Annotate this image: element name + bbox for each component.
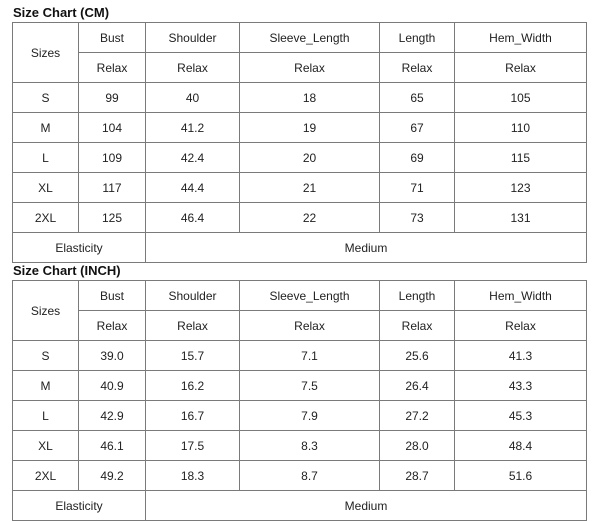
value-cell: 17.5 [146, 431, 240, 461]
value-cell: 44.4 [146, 173, 240, 203]
subheader-cell: Relax [455, 311, 587, 341]
table-row [13, 203, 587, 233]
value-cell: 28.7 [380, 461, 455, 491]
elasticity-value: Medium [146, 233, 587, 263]
size-cell: S [13, 341, 79, 371]
value-cell: 16.2 [146, 371, 240, 401]
value-cell: 25.6 [380, 341, 455, 371]
subheader-cell: Relax [380, 311, 455, 341]
value-cell: 7.5 [240, 371, 380, 401]
header-row [13, 23, 587, 53]
size-cell: L [13, 401, 79, 431]
sizes-header: Sizes [13, 281, 79, 341]
size-cell: S [13, 83, 79, 113]
table-row [13, 113, 587, 143]
value-cell: 117 [79, 173, 146, 203]
elasticity-row [13, 491, 587, 521]
size-cell: L [13, 143, 79, 173]
header-shoulder: Shoulder [146, 281, 240, 311]
header-sleeve-length: Sleeve_Length [240, 281, 380, 311]
value-cell: 28.0 [380, 431, 455, 461]
value-cell: 19 [240, 113, 380, 143]
value-cell: 73 [380, 203, 455, 233]
table-row [13, 371, 587, 401]
subheader-cell: Relax [380, 53, 455, 83]
value-cell: 8.7 [240, 461, 380, 491]
size-chart-cm [12, 4, 586, 263]
header-bust: Bust [79, 23, 146, 53]
value-cell: 46.1 [79, 431, 146, 461]
subheader-cell: Relax [240, 53, 380, 83]
value-cell: 21 [240, 173, 380, 203]
value-cell: 123 [455, 173, 587, 203]
size-cell: XL [13, 173, 79, 203]
size-cell: 2XL [13, 461, 79, 491]
value-cell: 69 [380, 143, 455, 173]
elasticity-row [13, 233, 587, 263]
table-row [13, 461, 587, 491]
value-cell: 115 [455, 143, 587, 173]
size-cell: 2XL [13, 203, 79, 233]
table-row [13, 143, 587, 173]
header-shoulder: Shoulder [146, 23, 240, 53]
table-row [13, 401, 587, 431]
value-cell: 48.4 [455, 431, 587, 461]
value-cell: 65 [380, 83, 455, 113]
value-cell: 16.7 [146, 401, 240, 431]
table-row [13, 83, 587, 113]
value-cell: 40.9 [79, 371, 146, 401]
value-cell: 39.0 [79, 341, 146, 371]
size-table-inch [12, 280, 587, 521]
size-chart-inch [12, 262, 586, 521]
value-cell: 71 [380, 173, 455, 203]
value-cell: 18.3 [146, 461, 240, 491]
header-length: Length [380, 23, 455, 53]
value-cell: 8.3 [240, 431, 380, 461]
size-cell: M [13, 113, 79, 143]
header-sleeve-length: Sleeve_Length [240, 23, 380, 53]
value-cell: 42.4 [146, 143, 240, 173]
value-cell: 104 [79, 113, 146, 143]
subheader-cell: Relax [79, 311, 146, 341]
subheader-row [13, 53, 587, 83]
header-length: Length [380, 281, 455, 311]
subheader-cell: Relax [240, 311, 380, 341]
chart-title-inch: Size Chart (INCH) [13, 263, 121, 278]
value-cell: 22 [240, 203, 380, 233]
value-cell: 41.3 [455, 341, 587, 371]
value-cell: 27.2 [380, 401, 455, 431]
elasticity-value: Medium [146, 491, 587, 521]
size-cell: XL [13, 431, 79, 461]
header-row [13, 281, 587, 311]
value-cell: 41.2 [146, 113, 240, 143]
value-cell: 131 [455, 203, 587, 233]
value-cell: 43.3 [455, 371, 587, 401]
elasticity-label: Elasticity [13, 491, 146, 521]
value-cell: 26.4 [380, 371, 455, 401]
value-cell: 40 [146, 83, 240, 113]
subheader-cell: Relax [146, 311, 240, 341]
value-cell: 46.4 [146, 203, 240, 233]
chart-title-cm: Size Chart (CM) [13, 5, 110, 20]
value-cell: 99 [79, 83, 146, 113]
table-row [13, 341, 587, 371]
sizes-header: Sizes [13, 23, 79, 83]
table-row [13, 431, 587, 461]
value-cell: 51.6 [455, 461, 587, 491]
value-cell: 110 [455, 113, 587, 143]
size-table-cm [12, 22, 587, 263]
value-cell: 15.7 [146, 341, 240, 371]
value-cell: 7.1 [240, 341, 380, 371]
subheader-cell: Relax [455, 53, 587, 83]
value-cell: 125 [79, 203, 146, 233]
value-cell: 7.9 [240, 401, 380, 431]
subheader-cell: Relax [79, 53, 146, 83]
size-cell: M [13, 371, 79, 401]
value-cell: 105 [455, 83, 587, 113]
value-cell: 18 [240, 83, 380, 113]
value-cell: 67 [380, 113, 455, 143]
value-cell: 42.9 [79, 401, 146, 431]
value-cell: 49.2 [79, 461, 146, 491]
value-cell: 109 [79, 143, 146, 173]
elasticity-label: Elasticity [13, 233, 146, 263]
subheader-row [13, 311, 587, 341]
header-hem-width: Hem_Width [455, 23, 587, 53]
header-hem-width: Hem_Width [455, 281, 587, 311]
header-bust: Bust [79, 281, 146, 311]
subheader-cell: Relax [146, 53, 240, 83]
value-cell: 45.3 [455, 401, 587, 431]
value-cell: 20 [240, 143, 380, 173]
table-row [13, 173, 587, 203]
